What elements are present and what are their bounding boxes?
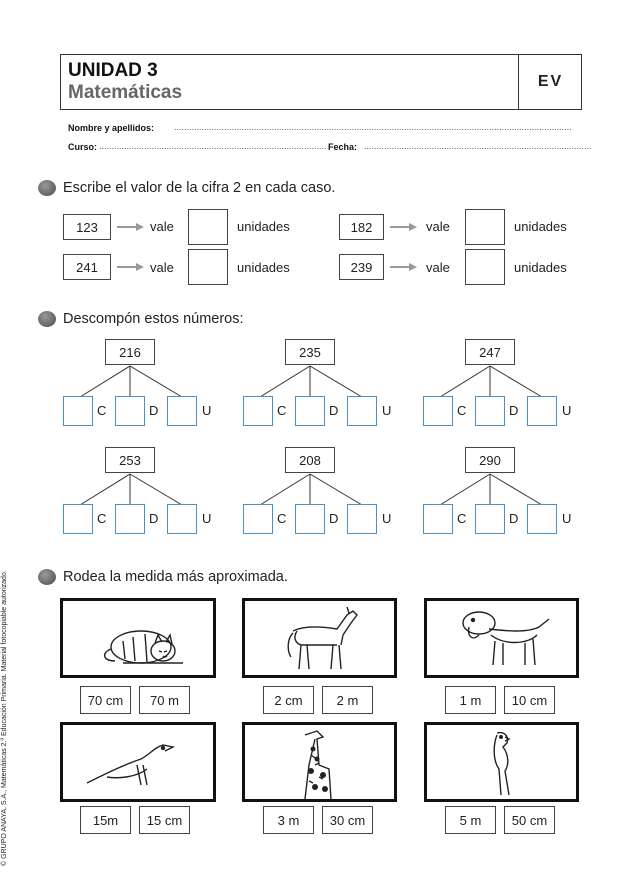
bird-picture bbox=[60, 722, 216, 802]
bird-icon bbox=[63, 725, 213, 799]
d-label: D bbox=[329, 511, 339, 526]
unit-title: UNIDAD 3 bbox=[68, 60, 158, 81]
option-button[interactable]: 15 cm bbox=[139, 806, 190, 834]
c-label: C bbox=[277, 511, 287, 526]
tree-number: 208 bbox=[285, 447, 335, 473]
u-label: U bbox=[382, 403, 392, 418]
hundreds-box[interactable] bbox=[423, 396, 453, 426]
option-button[interactable]: 10 cm bbox=[504, 686, 555, 714]
units-box[interactable] bbox=[527, 396, 557, 426]
u-label: U bbox=[202, 403, 212, 418]
tens-box[interactable] bbox=[295, 396, 325, 426]
copyright-notice: © GRUPO ANAYA, S.A., Matemáticas 2.º Educación Primaria. Material fotocopiable autorizado. bbox=[1, 570, 8, 866]
unidades-label: unidades bbox=[514, 219, 567, 234]
course-field[interactable]: ........................................................................................... bbox=[99, 141, 327, 151]
c-label: C bbox=[457, 511, 467, 526]
horse-icon bbox=[245, 601, 394, 675]
option-button[interactable]: 1 m bbox=[445, 686, 496, 714]
course-label: Curso: bbox=[68, 142, 97, 152]
tens-box[interactable] bbox=[115, 396, 145, 426]
units-box[interactable] bbox=[527, 504, 557, 534]
vale-label: vale bbox=[150, 219, 174, 234]
units-box[interactable] bbox=[347, 396, 377, 426]
tens-box[interactable] bbox=[115, 504, 145, 534]
tree-number: 247 bbox=[465, 339, 515, 365]
vale-label: vale bbox=[150, 260, 174, 275]
option-button[interactable]: 3 m bbox=[263, 806, 314, 834]
option-button[interactable]: 15m bbox=[80, 806, 131, 834]
u-label: U bbox=[562, 511, 572, 526]
tree-number: 235 bbox=[285, 339, 335, 365]
section1-title: Escribe el valor de la cifra 2 en cada caso. bbox=[63, 180, 336, 196]
section-bullet-icon bbox=[38, 569, 56, 585]
c-label: C bbox=[277, 403, 287, 418]
units-box[interactable] bbox=[347, 504, 377, 534]
tens-box[interactable] bbox=[475, 504, 505, 534]
d-label: D bbox=[509, 511, 519, 526]
cat-icon bbox=[63, 601, 213, 675]
name-label: Nombre y apellidos: bbox=[68, 123, 155, 133]
giraffe-icon bbox=[245, 725, 394, 799]
u-label: U bbox=[382, 511, 392, 526]
number-box: 239 bbox=[339, 254, 384, 280]
date-label: Fecha: bbox=[328, 142, 358, 152]
vale-label: vale bbox=[426, 260, 450, 275]
tree-number: 253 bbox=[105, 447, 155, 473]
tens-box[interactable] bbox=[295, 504, 325, 534]
number-box: 241 bbox=[63, 254, 111, 280]
unidades-label: unidades bbox=[237, 260, 290, 275]
giraffe-picture bbox=[242, 722, 397, 802]
d-label: D bbox=[509, 403, 519, 418]
option-button[interactable]: 2 m bbox=[322, 686, 373, 714]
dog-icon bbox=[427, 601, 576, 675]
units-box[interactable] bbox=[167, 396, 197, 426]
horse-picture bbox=[242, 598, 397, 678]
vale-label: vale bbox=[426, 219, 450, 234]
u-label: U bbox=[202, 511, 212, 526]
c-label: C bbox=[457, 403, 467, 418]
d-label: D bbox=[329, 403, 339, 418]
hundreds-box[interactable] bbox=[63, 396, 93, 426]
hundreds-box[interactable] bbox=[63, 504, 93, 534]
tree-number: 216 bbox=[105, 339, 155, 365]
parrot-icon bbox=[427, 725, 576, 799]
number-box: 123 bbox=[63, 214, 111, 240]
hundreds-box[interactable] bbox=[243, 504, 273, 534]
option-button[interactable]: 50 cm bbox=[504, 806, 555, 834]
unidades-label: unidades bbox=[237, 219, 290, 234]
parrot-picture bbox=[424, 722, 579, 802]
section2-title: Descompón estos números: bbox=[63, 311, 244, 327]
name-field[interactable]: ............................................................................................................................................................... bbox=[174, 122, 572, 132]
u-label: U bbox=[562, 403, 572, 418]
tree-number: 290 bbox=[465, 447, 515, 473]
d-label: D bbox=[149, 511, 159, 526]
option-button[interactable]: 70 m bbox=[139, 686, 190, 714]
option-button[interactable]: 5 m bbox=[445, 806, 496, 834]
cat-picture bbox=[60, 598, 216, 678]
option-button[interactable]: 30 cm bbox=[322, 806, 373, 834]
option-button[interactable]: 70 cm bbox=[80, 686, 131, 714]
units-box[interactable] bbox=[167, 504, 197, 534]
c-label: C bbox=[97, 511, 107, 526]
number-box: 182 bbox=[339, 214, 384, 240]
c-label: C bbox=[97, 403, 107, 418]
unidades-label: unidades bbox=[514, 260, 567, 275]
hundreds-box[interactable] bbox=[243, 396, 273, 426]
evaluation-code: EV bbox=[537, 73, 564, 90]
tens-box[interactable] bbox=[475, 396, 505, 426]
dog-picture bbox=[424, 598, 579, 678]
date-field[interactable]: ........................................................................................... bbox=[364, 141, 592, 151]
subject-title: Matemáticas bbox=[68, 82, 183, 103]
section3-title: Rodea la medida más aproximada. bbox=[63, 569, 288, 585]
option-button[interactable]: 2 cm bbox=[263, 686, 314, 714]
d-label: D bbox=[149, 403, 159, 418]
hundreds-box[interactable] bbox=[423, 504, 453, 534]
